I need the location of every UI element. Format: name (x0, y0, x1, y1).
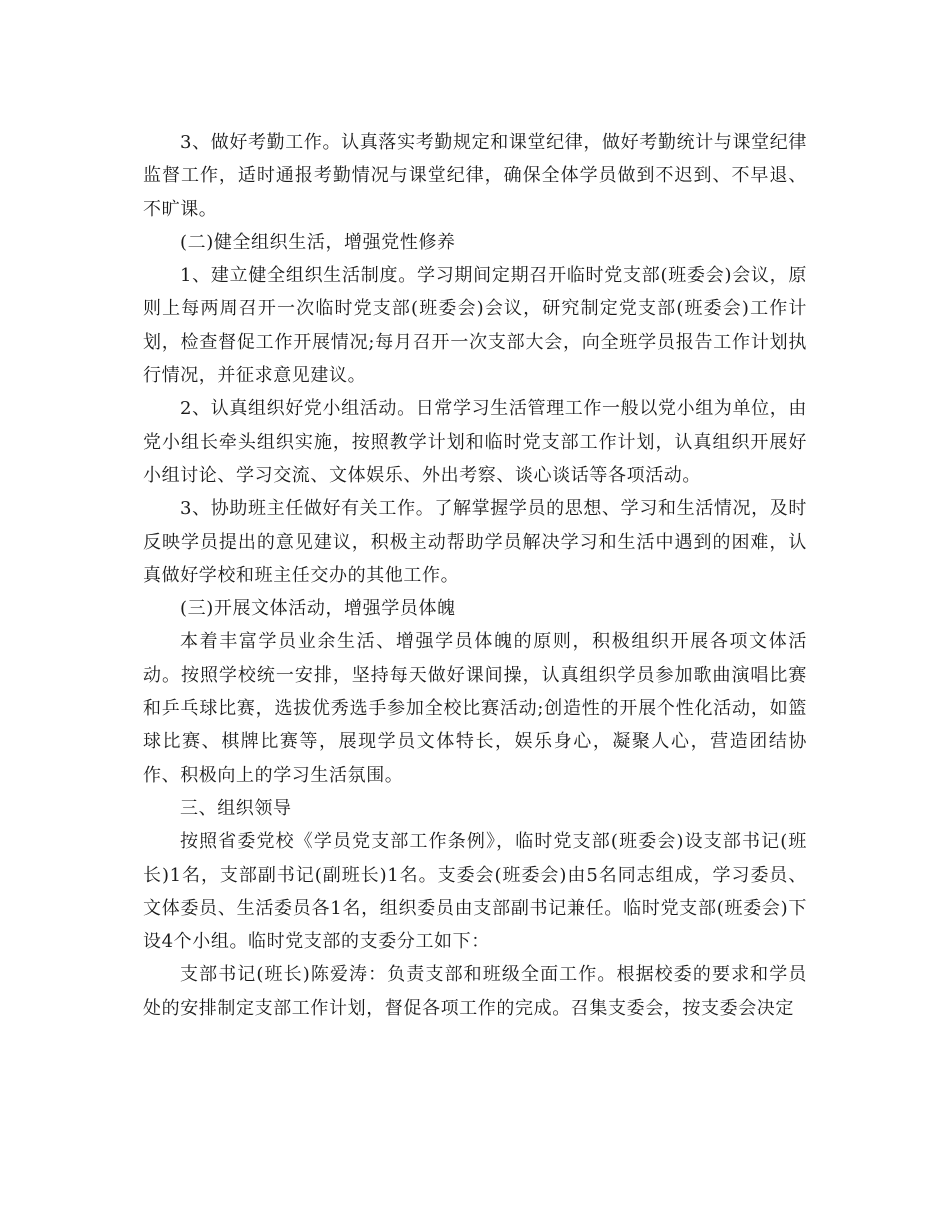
paragraph-attendance: 3、做好考勤工作。认真落实考勤规定和课堂纪律，做好考勤统计与课堂纪律监督工作，适时通报考勤情况与课堂纪律，确保全体学员做到不迟到、不早退、不旷课。 (143, 132, 807, 220)
paragraph-organization-system: 1、建立健全组织生活制度。学习期间定期召开临时党支部(班委会)会议，原则上每两周召开一次临时党支部(班委会)会议，研究制定党支部(班委会)工作计划，检查督促工作开展情况;每月召开一次支部大会，向全班学员报告工作计划执行情况，并征求意见建议。 (143, 265, 807, 387)
paragraph-party-group-activities: 2、认真组织好党小组活动。日常学习生活管理工作一般以党小组为单位，由党小组长牵头组织实施，按照教学计划和临时党支部工作计划，认真组织开展好小组讨论、学习交流、文体娱乐、外出考察、谈心谈话等各项活动。 (143, 398, 807, 486)
document-body (143, 126, 807, 1025)
paragraph-sports-activities: 本着丰富学员业余生活、增强学员体魄的原则，积极组织开展各项文体活动。按照学校统一安排，坚持每天做好课间操，认真组织学员参加歌曲演唱比赛和乒乓球比赛，选拔优秀选手参加全校比赛活动;创造性的开展个性化活动，如篮球比赛、棋牌比赛等，展现学员文体特长，娱乐身心，凝聚人心，营造团结协作、积极向上的学习生活氛围。 (143, 631, 807, 786)
section-heading-leadership: 三、组织领导 (180, 797, 292, 819)
paragraph-branch-secretary: 支部书记(班长)陈爱涛：负责支部和班级全面工作。根据校委的要求和学员处的安排制定支部工作计划，督促各项工作的完成。召集支委会，按支委会决定 (143, 964, 807, 1019)
section-heading-sports-activities: (三)开展文体活动，增强学员体魄 (180, 598, 456, 620)
section-heading-organization-life: (二)健全组织生活，增强党性修养 (180, 231, 456, 253)
paragraph-assist-head-teacher: 3、协助班主任做好有关工作。了解掌握学员的思想、学习和生活情况，及时反映学员提出的意见建议，积极主动帮助学员解决学习和生活中遇到的困难，认真做好学校和班主任交办的其他工作。 (143, 498, 807, 586)
paragraph-branch-structure: 按照省委党校《学员党支部工作条例》，临时党支部(班委会)设支部书记(班长)1名，支部副书记(副班长)1名。支委会(班委会)由5名同志组成，学习委员、文体委员、生活委员各1名，组织委员由支部副书记兼任。临时党支部(班委会)下设4个小组。临时党支部的支委分工如下： (143, 831, 807, 953)
